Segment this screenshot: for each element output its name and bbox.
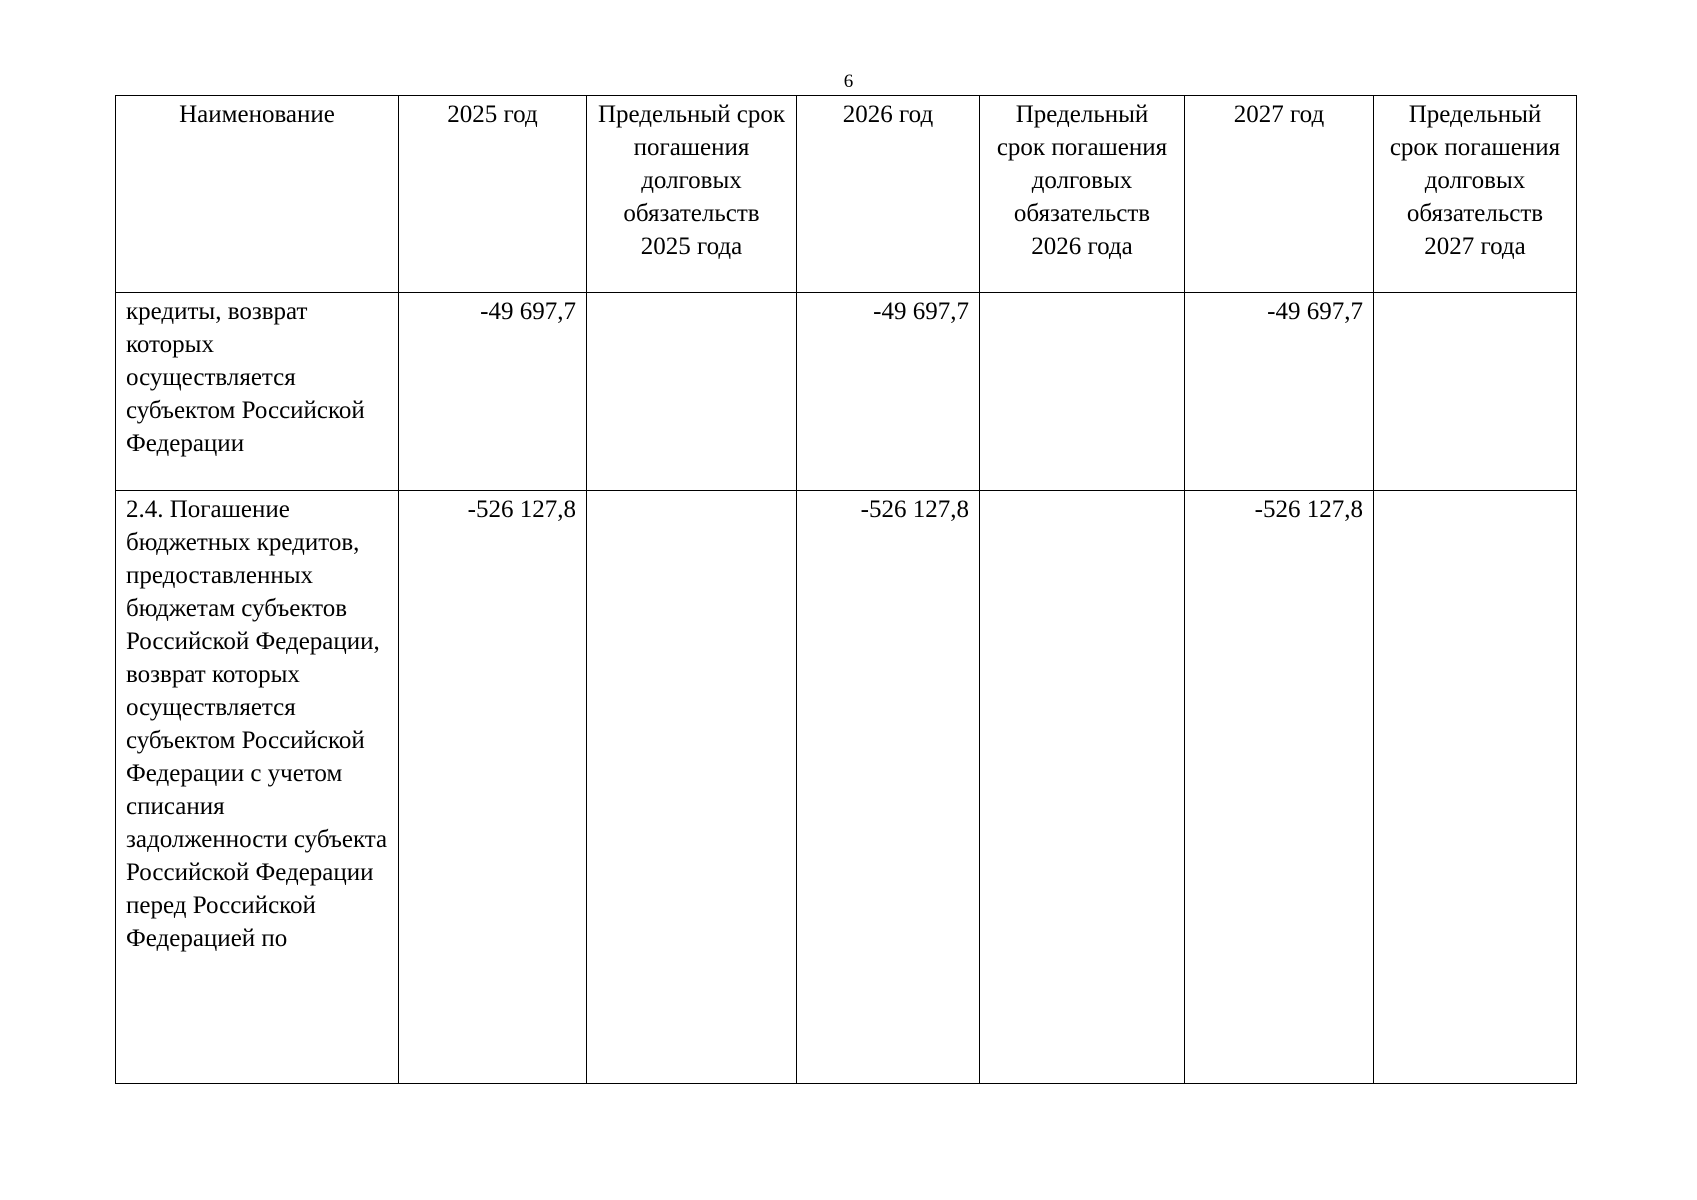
value-2025-cell: -526 127,8: [399, 491, 587, 1084]
table-row: [116, 491, 1577, 1084]
term-2025-cell: [587, 293, 797, 491]
term-2025-cell: [587, 491, 797, 1084]
value-2026-cell: -49 697,7: [797, 293, 980, 491]
value-2027-cell: -49 697,7: [1185, 293, 1374, 491]
header-term-2025: Предельный срок погашения долговых обязательств 2025 года: [587, 96, 797, 293]
value-2025-cell: -49 697,7: [399, 293, 587, 491]
table-header-row: [116, 96, 1577, 293]
page-number: 6: [843, 71, 854, 92]
term-2027-cell: [1374, 491, 1577, 1084]
value-2027-cell: -526 127,8: [1185, 491, 1374, 1084]
header-2026: 2026 год: [797, 96, 980, 293]
table-row: [116, 293, 1577, 491]
value-2026-cell: -526 127,8: [797, 491, 980, 1084]
header-2025: 2025 год: [399, 96, 587, 293]
term-2026-cell: [980, 491, 1185, 1084]
term-2026-cell: [980, 293, 1185, 491]
term-2027-cell: [1374, 293, 1577, 491]
header-name: Наименование: [116, 96, 399, 293]
header-2027: 2027 год: [1185, 96, 1374, 293]
row-name-cell: кредиты, возврат которых осуществляется субъектом Российской Федерации: [116, 293, 399, 491]
header-term-2027: Предельный срок погашения долговых обязательств 2027 года: [1374, 96, 1577, 293]
row-name-cell: 2.4. Погашение бюджетных кредитов, предоставленных бюджетам субъектов Российской Федерации, возврат которых осуществляется субъектом Российской Федерации с учетом списания задолженности субъекта Российской Федерации перед Российской Федерацией по: [116, 491, 399, 1084]
header-term-2026: Предельный срок погашения долговых обязательств 2026 года: [980, 96, 1185, 293]
budget-table: [115, 95, 1577, 1084]
